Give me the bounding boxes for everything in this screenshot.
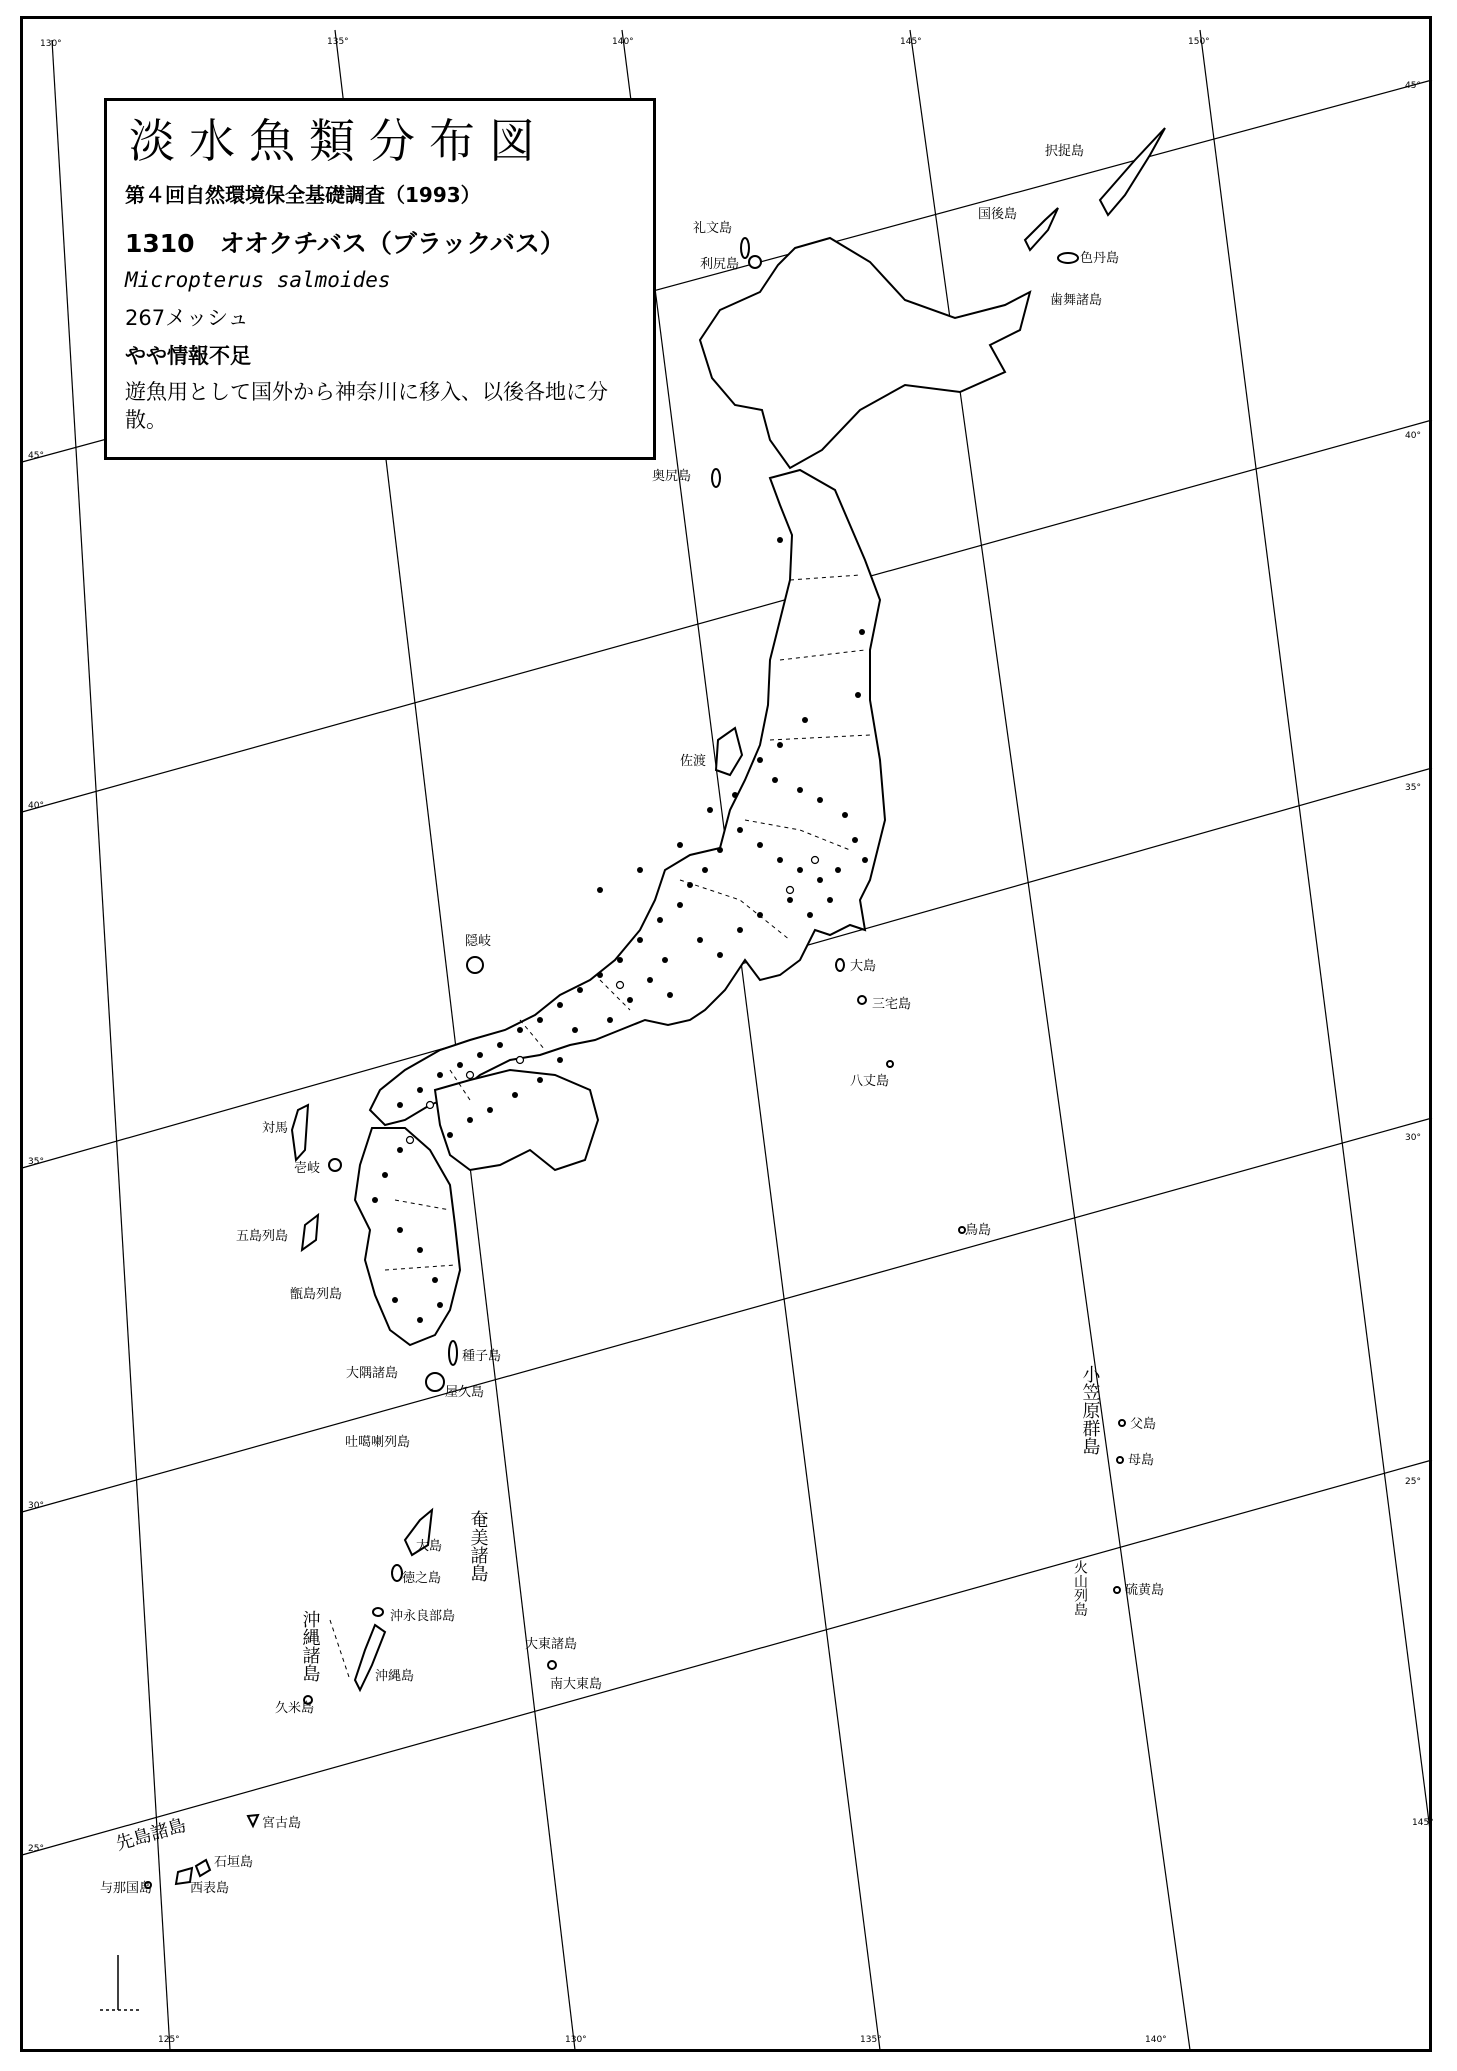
- lat-label-right-3: 30°: [1405, 1133, 1421, 1143]
- label-oshima: 大島: [850, 959, 877, 974]
- label-goto: 五島列島: [236, 1229, 289, 1244]
- lat-label-right-4: 25°: [1405, 1477, 1421, 1487]
- label-daito: 大東諸島: [525, 1637, 578, 1652]
- label-torishima: 鳥島: [965, 1223, 992, 1238]
- label-shikotan: 色丹島: [1080, 251, 1120, 266]
- lon-label-top-3: 145°: [900, 37, 922, 47]
- label-tsushima: 対馬: [262, 1121, 289, 1136]
- lat-label-left-0: 45°: [28, 451, 44, 461]
- lon-label-top-0: 130°: [40, 39, 62, 49]
- label-okinawa-group: 沖縄諸島: [299, 1610, 321, 1682]
- label-kume: 久米島: [275, 1701, 315, 1716]
- label-osumi: 大隅諸島: [346, 1366, 399, 1381]
- lat-label-right-2: 35°: [1405, 783, 1421, 793]
- label-ogasawara-group: 小笠原群島: [1079, 1365, 1101, 1455]
- label-kazan-group: 火山列島: [1072, 1560, 1088, 1616]
- label-tokunoshima: 徳之島: [402, 1571, 442, 1586]
- label-sado: 佐渡: [680, 754, 707, 769]
- lon-label-bottom-4: 145°: [1412, 1818, 1434, 1828]
- legend-status: やや情報不足: [125, 344, 251, 368]
- label-ishigaki: 石垣島: [214, 1855, 254, 1870]
- label-okinoerabu: 沖永良部島: [390, 1609, 456, 1624]
- lat-label-right-0: 45°: [1405, 81, 1421, 91]
- label-iwoto: 硫黄島: [1125, 1583, 1165, 1598]
- lon-label-bottom-0: 125°: [158, 2035, 180, 2045]
- legend-mesh-count: 267メッシュ: [125, 306, 249, 330]
- label-rebun: 礼文島: [693, 221, 733, 236]
- label-habomai: 歯舞諸島: [1050, 293, 1103, 308]
- label-miyake: 三宅島: [872, 997, 912, 1012]
- label-iki: 壱岐: [294, 1161, 321, 1176]
- legend-scientific-name: Micropterus salmoides: [125, 268, 391, 292]
- lon-label-bottom-2: 135°: [860, 2035, 882, 2045]
- label-etorofu: 択捉島: [1045, 144, 1085, 159]
- label-koshiki: 甑島列島: [290, 1287, 343, 1302]
- label-oki: 隠岐: [465, 934, 492, 949]
- legend-title: 淡水魚類分布図: [129, 114, 549, 168]
- lon-label-bottom-3: 140°: [1145, 2035, 1167, 2045]
- lon-label-top-4: 150°: [1188, 37, 1210, 47]
- label-yonaguni: 与那国島: [100, 1881, 153, 1896]
- label-iriomote: 西表島: [190, 1881, 230, 1896]
- lat-label-left-2: 35°: [28, 1157, 44, 1167]
- lat-label-left-3: 30°: [28, 1501, 44, 1511]
- lat-label-left-4: 25°: [28, 1844, 44, 1854]
- lon-label-top-2: 140°: [612, 37, 634, 47]
- label-tanegashima: 種子島: [462, 1349, 502, 1364]
- label-amami-oshima: 大島: [416, 1539, 443, 1554]
- label-hahajima: 母島: [1128, 1453, 1155, 1468]
- label-okinawa-hontou: 沖縄島: [375, 1669, 415, 1684]
- label-chichijima: 父島: [1130, 1417, 1157, 1432]
- label-minami-daito: 南大東島: [550, 1677, 603, 1692]
- label-yakushima: 屋久島: [445, 1385, 485, 1400]
- label-rishiri: 利尻島: [700, 257, 740, 272]
- label-kunashiri: 国後島: [978, 207, 1018, 222]
- label-okushiri: 奥尻島: [652, 469, 692, 484]
- legend-species: 1310 オオクチバス（ブラックバス）: [125, 229, 565, 258]
- label-miyako: 宮古島: [262, 1816, 302, 1831]
- label-tokara: 吐噶喇列島: [345, 1435, 411, 1450]
- label-amami-group: 奄美諸島: [467, 1510, 489, 1582]
- lat-label-left-1: 40°: [28, 801, 44, 811]
- label-hachijo: 八丈島: [850, 1074, 890, 1089]
- legend-survey: 第４回自然環境保全基礎調査（1993）: [125, 183, 481, 207]
- lat-label-right-1: 40°: [1405, 431, 1421, 441]
- lon-label-top-1: 135°: [327, 37, 349, 47]
- lon-label-bottom-1: 130°: [565, 2035, 587, 2045]
- legend-note: 遊魚用として国外から神奈川に移入、以後各地に分散。: [125, 380, 608, 432]
- legend-box: [104, 98, 656, 460]
- label-sakishima-group: 先島諸島: [113, 1814, 189, 1855]
